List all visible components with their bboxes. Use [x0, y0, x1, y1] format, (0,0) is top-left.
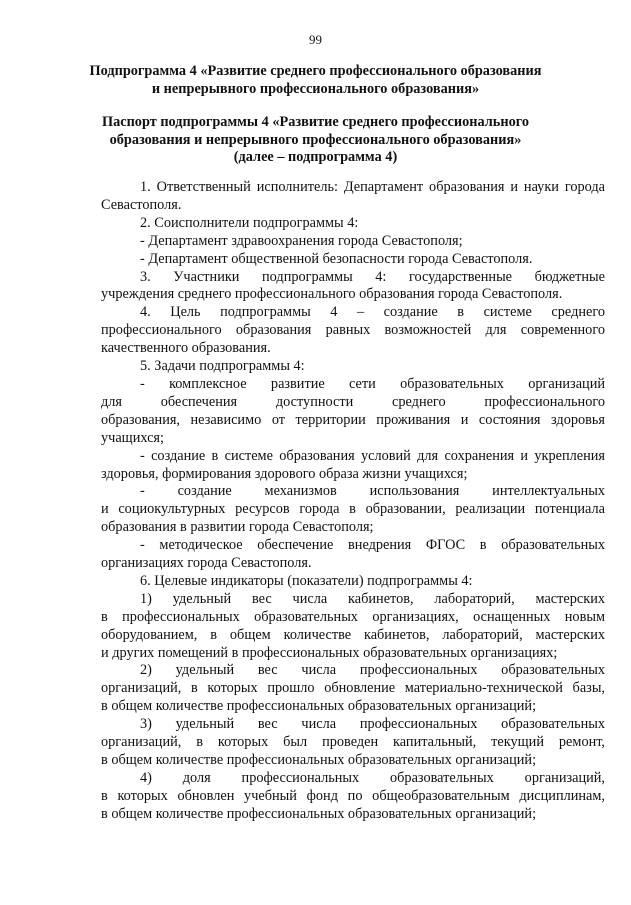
- paragraph-line: 3) удельный вес числа профессиональных образовательных: [140, 716, 605, 733]
- paragraph-line: учащихся;: [101, 429, 164, 446]
- document-body: [101, 179, 605, 824]
- paragraph-line: 4) доля профессиональных образовательных организаций,: [140, 769, 605, 786]
- body-paragraph: [101, 483, 605, 537]
- paragraph-line: оборудованием, в общем количестве кабинетов, лабораторий, мастерских: [101, 626, 605, 643]
- body-paragraph: [101, 573, 605, 591]
- paragraph-line: профессионального образования равных возможностей для современного: [101, 322, 605, 339]
- paragraph-line: 2. Соисполнители подпрограммы 4:: [140, 214, 359, 231]
- paragraph-line: 4. Цель подпрограммы 4 – создание в системе среднего: [140, 304, 605, 321]
- body-paragraph: [101, 179, 605, 215]
- paragraph-line: образования в развитии города Севастополя;: [101, 519, 374, 536]
- subprogram-title: [60, 63, 571, 98]
- body-paragraph: [101, 251, 605, 269]
- body-paragraph: [101, 591, 605, 663]
- paragraph-line: 1) удельный вес числа кабинетов, лабораторий, мастерских: [140, 590, 605, 607]
- body-paragraph: [101, 358, 605, 376]
- paragraph-line: - создание механизмов использования интеллектуальных: [140, 483, 605, 500]
- body-paragraph: [101, 233, 605, 251]
- paragraph-line: в общем количестве профессиональных образовательных организаций;: [101, 805, 537, 822]
- paragraph-line: 5. Задачи подпрограммы 4:: [140, 358, 305, 375]
- body-paragraph: [101, 215, 605, 233]
- paragraph-line: качественного образования.: [101, 340, 271, 357]
- paragraph-line: 1. Ответственный исполнитель: Департамент образования и науки города: [140, 179, 605, 195]
- passport-title: [60, 114, 571, 167]
- body-paragraph: [101, 269, 605, 305]
- paragraph-line: в профессиональных образовательных организациях, оснащенных новым: [101, 608, 605, 625]
- subprogram-title-line: и непрерывного профессионального образования»: [151, 80, 480, 97]
- paragraph-line: 2) удельный вес числа профессиональных образовательных: [140, 662, 605, 679]
- body-paragraph: [101, 716, 605, 770]
- paragraph-line: образования, независимо от территории проживания и состояния здоровья: [101, 411, 605, 428]
- page-number: 99: [309, 32, 322, 47]
- body-paragraph: [101, 376, 605, 448]
- paragraph-line: здоровья, формирования здорового образа жизни учащихся;: [101, 465, 468, 482]
- paragraph-line: - создание в системе образования условий для сохранения и укрепления: [140, 447, 605, 464]
- paragraph-line: для обеспечения доступности среднего профессионального: [101, 393, 605, 410]
- body-paragraph: [101, 770, 605, 824]
- paragraph-line: 6. Целевые индикаторы (показатели) подпрограммы 4:: [140, 572, 473, 589]
- paragraph-line: и других помещений в профессиональных образовательных организациях;: [101, 644, 558, 661]
- body-paragraph: [101, 448, 605, 484]
- paragraph-line: в общем количестве профессиональных образовательных организаций;: [101, 752, 537, 768]
- paragraph-line: Севастополя.: [101, 196, 182, 213]
- paragraph-line: организаций, в которых прошло обновление материально-технической базы,: [101, 680, 605, 697]
- paragraph-line: - методическое обеспечение внедрения ФГОС в образовательных: [140, 537, 605, 554]
- subprogram-title-line: Подпрограмма 4 «Развитие среднего профессионального образования: [89, 63, 542, 79]
- passport-title-line: образования и непрерывного профессионального образования»: [109, 131, 522, 148]
- paragraph-line: - Департамент здравоохранения города Севастополя;: [140, 232, 463, 249]
- paragraph-line: учреждения среднего профессионального образования города Севастополя.: [101, 286, 563, 303]
- passport-title-line: (далее – подпрограмма 4): [233, 149, 398, 165]
- paragraph-line: организаций, в которых был проведен капитальный, текущий ремонт,: [101, 734, 605, 751]
- paragraph-line: в которых обновлен учебный фонд по общеобразовательным дисциплинам,: [101, 787, 605, 804]
- body-paragraph: [101, 537, 605, 573]
- paragraph-line: 3. Участники подпрограммы 4: государственные бюджетные: [140, 268, 605, 285]
- passport-title-line: Паспорт подпрограммы 4 «Развитие среднего профессионального: [101, 114, 530, 130]
- body-paragraph: [101, 304, 605, 358]
- paragraph-line: - комплексное развитие сети образовательных организаций: [140, 375, 605, 392]
- paragraph-line: в общем количестве профессиональных образовательных организаций;: [101, 698, 537, 715]
- paragraph-line: и социокультурных ресурсов города в образовании, реализации потенциала: [101, 501, 605, 518]
- paragraph-line: - Департамент общественной безопасности города Севастополя.: [140, 250, 533, 267]
- paragraph-line: организациях города Севастополя.: [101, 555, 312, 572]
- body-paragraph: [101, 662, 605, 716]
